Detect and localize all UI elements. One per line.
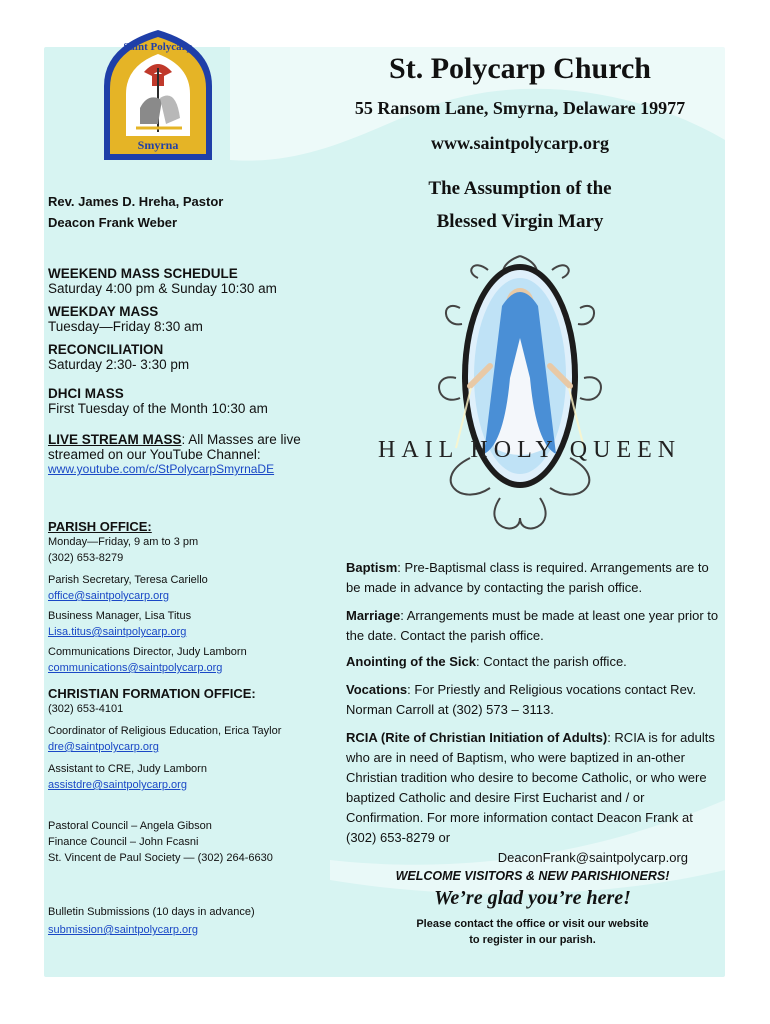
office-phone: (302) 653-8279 — [48, 552, 124, 564]
marriage-title: Marriage — [346, 608, 401, 623]
vocations-text: : For Priestly and Religious vocations contact Rev. Norman Carroll at (302) 573 – 3113. — [346, 682, 696, 717]
business-manager: Business Manager, Lisa Titus — [48, 610, 192, 622]
marriage-info — [346, 606, 720, 646]
church-logo — [100, 28, 216, 162]
registration-note — [345, 916, 720, 948]
youtube-link[interactable]: www.youtube.com/c/StPolycarpSmyrnaDE — [48, 462, 275, 476]
parish-secretary: Parish Secretary, Teresa Cariello — [48, 574, 208, 586]
marriage-text: : Arrangements must be made at least one year prior to the date. Contact the parish office. — [346, 608, 719, 643]
live-stream-heading: LIVE STREAM MASS — [48, 432, 182, 447]
glad-youre-here: We’re glad you’re here! — [434, 887, 631, 909]
hail-holy-queen-caption: HAIL HOLY QUEEN — [378, 437, 682, 463]
dhci-mass-heading: DHCI MASS — [48, 386, 124, 401]
manager-email-link[interactable]: Lisa.titus@saintpolycarp.org — [48, 626, 187, 638]
sacraments-info — [346, 558, 720, 868]
anointing-title: Anointing of the Sick — [346, 654, 476, 669]
weekend-mass-times: Saturday 4:00 pm & Sunday 10:30 am — [48, 281, 277, 296]
pastoral-council: Pastoral Council – Angela Gibson — [48, 820, 212, 832]
welcome-heading: WELCOME VISITORS & NEW PARISHIONERS! — [395, 869, 670, 883]
hail-holy-queen-image — [370, 248, 670, 548]
bulletin-label: Bulletin Submissions (10 days in advance) — [48, 906, 255, 918]
dhci-mass-times: First Tuesday of the Month 10:30 am — [48, 401, 268, 416]
church-address: 55 Ransom Lane, Smyrna, Delaware 19977 — [354, 98, 686, 118]
submission-email-link[interactable]: submission@saintpolycarp.org — [48, 924, 198, 936]
baptism-title: Baptism — [346, 560, 398, 575]
svg-text:Smyrna: Smyrna — [137, 138, 179, 152]
live-stream-info — [48, 432, 338, 447]
reconciliation-heading: RECONCILIATION — [48, 342, 164, 357]
weekday-mass-heading: WEEKDAY MASS — [48, 304, 159, 319]
office-email-link[interactable]: office@saintpolycarp.org — [48, 590, 170, 602]
feast-title — [370, 172, 670, 238]
assistdre-email-link[interactable]: assistdre@saintpolycarp.org — [48, 779, 187, 791]
vocations-title: Vocations — [346, 682, 408, 697]
bulletin-submissions — [48, 904, 338, 938]
weekend-mass-heading: WEEKEND MASS SCHEDULE — [48, 266, 238, 281]
rcia-info — [346, 728, 720, 848]
vocations-info — [346, 680, 720, 720]
svg-text:Saint Polycarp: Saint Polycarp — [123, 41, 193, 53]
weekday-mass-times: Tuesday—Friday 8:30 am — [48, 319, 203, 334]
deacon-name: Deacon Frank Weber — [48, 215, 178, 230]
finance-council: Finance Council – John Fcasni — [48, 836, 199, 848]
formation-phone: (302) 653-4101 — [48, 703, 124, 715]
church-name: St. Polycarp Church — [389, 52, 651, 85]
anointing-text: : Contact the parish office. — [476, 654, 627, 669]
communications-email-link[interactable]: communications@saintpolycarp.org — [48, 662, 223, 674]
formation-heading: CHRISTIAN FORMATION OFFICE: — [48, 686, 256, 701]
church-website[interactable]: www.saintpolycarp.org — [430, 133, 609, 153]
rcia-title: RCIA (Rite of Christian Initiation of Adults) — [346, 730, 608, 745]
registration-line-1: Please contact the office or visit our website — [416, 918, 649, 930]
reconciliation-times: Saturday 2:30- 3:30 pm — [48, 357, 190, 372]
feast-line-1: The Assumption of the — [428, 178, 612, 199]
clergy-list — [48, 191, 223, 233]
registration-line-2: to register in our parish. — [469, 934, 596, 946]
feast-line-2: Blessed Virgin Mary — [436, 211, 604, 232]
live-stream-text: : All Masses are live — [181, 432, 301, 447]
parish-office-heading: PARISH OFFICE: — [48, 519, 152, 534]
baptism-info — [346, 558, 720, 598]
councils — [48, 818, 338, 866]
communications-director: Communications Director, Judy Lamborn — [48, 646, 247, 658]
mass-schedule — [48, 266, 338, 476]
deacon-email[interactable]: DeaconFrank@saintpolycarp.org — [497, 850, 688, 865]
cre-assistant: Assistant to CRE, Judy Lamborn — [48, 763, 207, 775]
pastor-name: Rev. James D. Hreha, Pastor — [48, 194, 224, 209]
parish-office — [48, 519, 338, 676]
live-stream-text-2: streamed on our YouTube Channel: — [48, 447, 261, 462]
christian-formation-office — [48, 686, 338, 793]
dre-email-link[interactable]: dre@saintpolycarp.org — [48, 741, 159, 753]
rcia-text: : RCIA is for adults who are in need of Baptism, who were baptized in an-other Christian tradition who desire to become Catholic, or who were baptized Catholic and desire First Eucharist and / or Confirmation. For more information contact Deacon Frank at (302) 653-8279 or — [346, 730, 715, 845]
office-hours: Monday—Friday, 9 am to 3 pm — [48, 536, 199, 548]
religious-education-coordinator: Coordinator of Religious Education, Erica Taylor — [48, 725, 282, 737]
anointing-info — [346, 652, 720, 672]
svdp-society: St. Vincent de Paul Society — (302) 264-6630 — [48, 852, 273, 864]
baptism-text: : Pre-Baptismal class is required. Arrangements are to be made in advance by contacting the parish office. — [346, 560, 709, 595]
